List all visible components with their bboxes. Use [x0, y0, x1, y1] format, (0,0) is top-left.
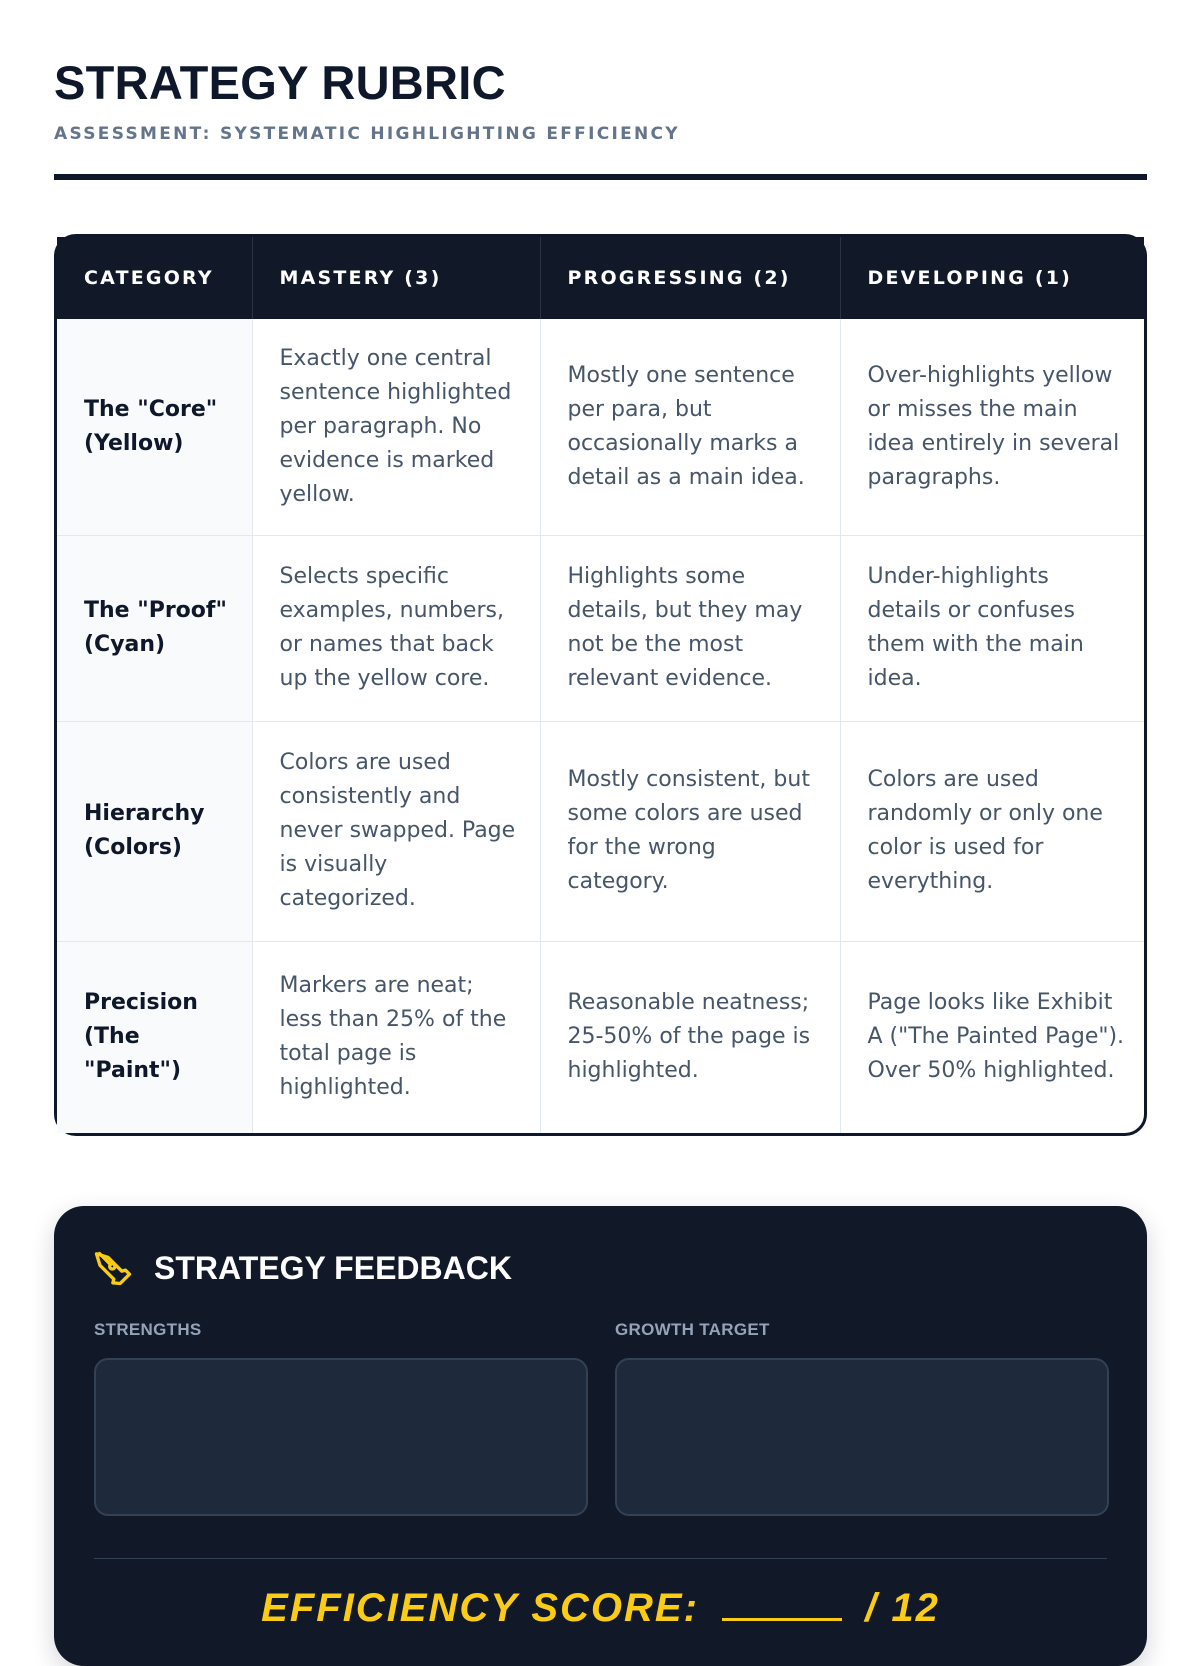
developing-cell: Under-highlights details or confuses them with the main idea.: [840, 535, 1144, 721]
column-header-developing: DEVELOPING (1): [840, 237, 1144, 319]
developing-cell: Colors are used randomly or only one color is used for everything.: [840, 721, 1144, 941]
score-total: / 12: [865, 1586, 940, 1630]
growth-target-input[interactable]: [615, 1358, 1109, 1516]
table-header-row: [57, 237, 1144, 319]
mastery-cell: Colors are used consistently and never swapped. Page is visually categorized.: [252, 721, 540, 941]
column-header-category: CATEGORY: [57, 237, 252, 319]
mastery-cell: Selects specific examples, numbers, or names that back up the yellow core.: [252, 535, 540, 721]
header-divider: [54, 174, 1147, 180]
category-cell: The "Core" (Yellow): [57, 319, 252, 535]
progressing-cell: Mostly one sentence per para, but occasionally marks a detail as a main idea.: [540, 319, 840, 535]
page-title: STRATEGY RUBRIC: [54, 56, 506, 109]
mastery-cell: Markers are neat; less than 25% of the total page is highlighted.: [252, 941, 540, 1133]
table-row: [57, 319, 1144, 535]
feedback-title: STRATEGY FEEDBACK: [154, 1250, 512, 1286]
column-header-progressing: PROGRESSING (2): [540, 237, 840, 319]
table-row: [57, 941, 1144, 1133]
page-subtitle: ASSESSMENT: SYSTEMATIC HIGHLIGHTING EFFICIENCY: [54, 124, 680, 144]
score-blank[interactable]: [722, 1588, 842, 1621]
progressing-cell: Reasonable neatness; 25-50% of the page is highlighted.: [540, 941, 840, 1133]
table-row: [57, 535, 1144, 721]
pen-nib-icon: [94, 1248, 134, 1288]
efficiency-score: [54, 1586, 1147, 1631]
strengths-input[interactable]: [94, 1358, 588, 1516]
category-cell: The "Proof" (Cyan): [57, 535, 252, 721]
rubric-table: [54, 234, 1147, 1136]
growth-target-label: GROWTH TARGET: [615, 1320, 770, 1339]
strengths-label: STRENGTHS: [94, 1320, 202, 1339]
table-row: [57, 721, 1144, 941]
developing-cell: Page looks like Exhibit A ("The Painted Page"). Over 50% highlighted.: [867, 990, 1125, 1084]
mastery-cell: Exactly one central sentence highlighted per paragraph. No evidence is marked yellow.: [252, 319, 540, 535]
column-header-mastery: MASTERY (3): [252, 237, 540, 319]
category-cell: Precision (The "Paint"): [57, 941, 252, 1133]
category-cell: Hierarchy (Colors): [57, 721, 252, 941]
strategy-feedback-panel: [54, 1206, 1147, 1666]
progressing-cell: Highlights some details, but they may not be the most relevant evidence.: [540, 535, 840, 721]
feedback-divider: [94, 1558, 1107, 1559]
feedback-header: [94, 1248, 512, 1288]
score-label: EFFICIENCY SCORE:: [261, 1586, 699, 1630]
page-header: [54, 56, 1147, 144]
progressing-cell: Mostly consistent, but some colors are used for the wrong category.: [540, 721, 840, 941]
developing-cell: Over-highlights yellow or misses the main idea entirely in several paragraphs.: [840, 319, 1144, 535]
